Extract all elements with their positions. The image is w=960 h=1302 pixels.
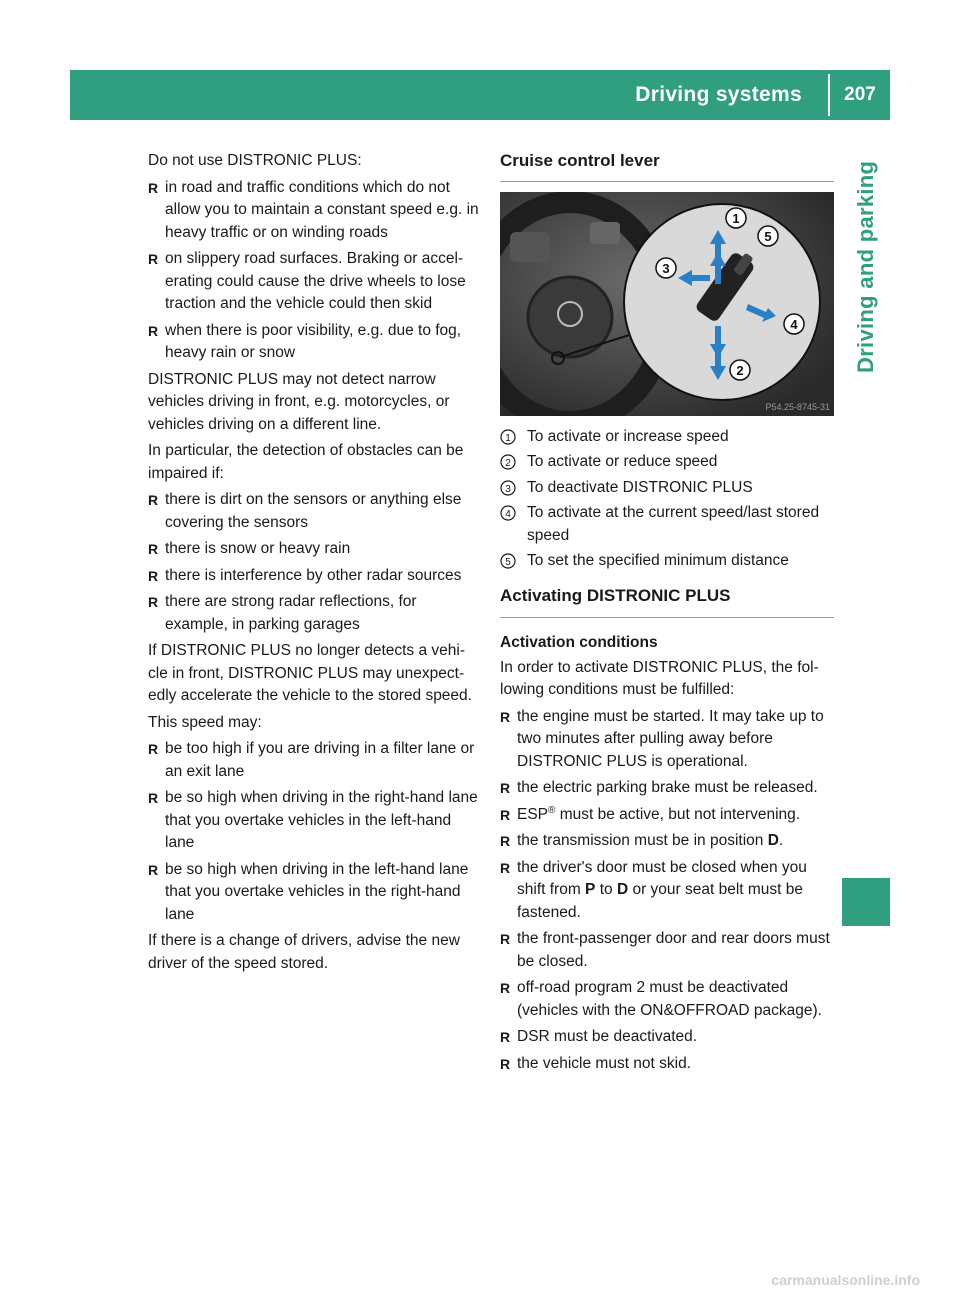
bullet-icon: R	[500, 859, 511, 876]
list-item: R the electric parking brake must be released.	[500, 777, 834, 800]
svg-text:2: 2	[505, 458, 511, 469]
list-item: R be so high when driving in the left-hand lane that you overtake vehicles in the right-hand lane	[148, 860, 469, 923]
list-item: R on slippery road surfaces. Braking or accel-erating could cause the drive wheels to lose traction and the vehicle could then skid	[148, 250, 466, 312]
intro-paragraph: Do not use DISTRONIC PLUS:	[148, 152, 362, 169]
bullet-icon: R	[500, 1055, 511, 1072]
page-number: 207	[844, 84, 876, 105]
paragraph: DISTRONIC PLUS may not detect narrow vehicles driving in front, e.g. motorcycles, or vehicles driving on a different line.	[148, 370, 450, 433]
list-item: R be too high if you are driving in a filter lane or an exit lane	[148, 740, 475, 780]
list-item: R the driver's door must be closed when you shift from P to D or your seat belt must be fastened.	[500, 858, 807, 921]
list-item: R DSR must be deactivated.	[500, 1026, 834, 1049]
bullet-icon: R	[148, 179, 159, 196]
svg-text:3: 3	[505, 483, 511, 495]
left-column	[148, 150, 482, 979]
list-item: R there is dirt on the sensors or anything else covering the sensors	[148, 491, 462, 531]
legend-number-5	[500, 550, 518, 570]
header-bar	[70, 70, 890, 120]
svg-text:5: 5	[505, 557, 511, 568]
bullet-icon: R	[148, 492, 159, 508]
callout-5: 5	[764, 228, 772, 244]
paragraph: If there is a change of drivers, advise the new driver of the speed stored.	[148, 932, 460, 972]
right-column	[500, 150, 834, 1079]
figure-code: P54.25-8745-31	[765, 401, 830, 412]
activating-heading: Activating DISTRONIC PLUS	[500, 585, 834, 619]
chapter-tab	[842, 120, 890, 930]
bullet-icon: R	[148, 322, 159, 339]
list-item: R in road and traffic conditions which do not allow you to maintain a constant speed e.g. in heavy traffic or on winding roads	[148, 178, 479, 241]
svg-text:4: 4	[505, 509, 511, 520]
activation-conditions-list	[500, 706, 834, 1076]
bullet-icon: R	[500, 806, 511, 823]
legend-number-1	[500, 426, 518, 446]
lever-illustration	[500, 192, 834, 416]
callout-3: 3	[662, 260, 670, 276]
speed-list	[148, 738, 482, 926]
paragraph: In particular, the detection of obstacles can be impaired if:	[148, 442, 464, 482]
section-title: Driving systems	[635, 83, 802, 106]
figure-legend	[500, 426, 834, 573]
legend-item: 3 To deactivate DISTRONIC PLUS	[500, 477, 834, 500]
registered-mark: ®	[548, 804, 556, 816]
bullet-icon: R	[148, 861, 159, 878]
cruise-control-lever-figure	[500, 192, 834, 416]
legend-item: 2 To activate or reduce speed	[500, 451, 834, 474]
list-item: R there is snow or heavy rain	[148, 538, 482, 561]
list-item: R off-road program 2 must be deactivated (vehicles with the ON&OFFROAD package).	[500, 979, 822, 1019]
list-item: R ESP® must be active, but not intervening.	[500, 804, 834, 827]
bullet-icon: R	[148, 790, 159, 806]
bullet-icon: R	[148, 567, 159, 584]
bullet-icon: R	[500, 780, 511, 796]
section-heading: Cruise control lever	[500, 150, 834, 182]
bullet-icon: R	[148, 541, 159, 557]
paragraph: This speed may:	[148, 713, 262, 731]
bullet-icon: R	[148, 741, 159, 757]
list-item: R the front-passenger door and rear doors must be closed.	[500, 930, 830, 970]
chapter-tab-marker	[842, 878, 890, 926]
callout-4: 4	[790, 316, 798, 332]
legend-item: 4 To activate at the current speed/last stored speed	[500, 502, 834, 547]
legend-number-4	[500, 502, 518, 522]
chapter-tab-label: Driving and parking	[853, 160, 878, 373]
watermark: carmanualsonline.info	[771, 1272, 920, 1288]
activation-conditions-heading: Activation conditions	[500, 634, 658, 651]
list-item: R the engine must be started. It may take up to two minutes after pulling away before DISTRONIC PLUS is operational.	[500, 707, 824, 770]
list-item: R the vehicle must not skid.	[500, 1053, 834, 1076]
callout-1: 1	[732, 210, 740, 226]
paragraph: If DISTRONIC PLUS no longer detects a vehi-cle in front, DISTRONIC PLUS may unexpect-edly accelerate the vehicle to the stored speed.	[148, 642, 472, 704]
no-use-list	[148, 177, 482, 365]
legend-number-2	[500, 451, 518, 471]
svg-text:1: 1	[505, 432, 511, 444]
bullet-icon: R	[500, 833, 511, 849]
list-item: R be so high when driving in the right-hand lane that you overtake vehicles in the left-hand lane	[148, 789, 478, 851]
list-item: R there is interference by other radar sources	[148, 565, 482, 588]
bullet-icon: R	[148, 594, 159, 610]
bullet-icon: R	[500, 708, 511, 725]
bullet-icon: R	[500, 980, 511, 996]
impairment-list	[148, 489, 482, 636]
bullet-icon: R	[148, 251, 159, 267]
callout-2: 2	[736, 362, 744, 378]
legend-number-3	[500, 477, 518, 497]
paragraph: In order to activate DISTRONIC PLUS, the fol-lowing conditions must be fulfilled:	[500, 658, 819, 698]
list-item: R when there is poor visibility, e.g. due to fog, heavy rain or snow	[148, 321, 462, 361]
legend-item: 5 To set the specified minimum distance	[500, 550, 834, 573]
bullet-icon: R	[500, 1029, 511, 1045]
legend-item: 1 To activate or increase speed	[500, 426, 834, 449]
bullet-icon: R	[500, 931, 511, 947]
list-item: R there are strong radar reflections, for example, in parking garages	[148, 593, 417, 633]
list-item: R the transmission must be in position D.	[500, 830, 834, 853]
